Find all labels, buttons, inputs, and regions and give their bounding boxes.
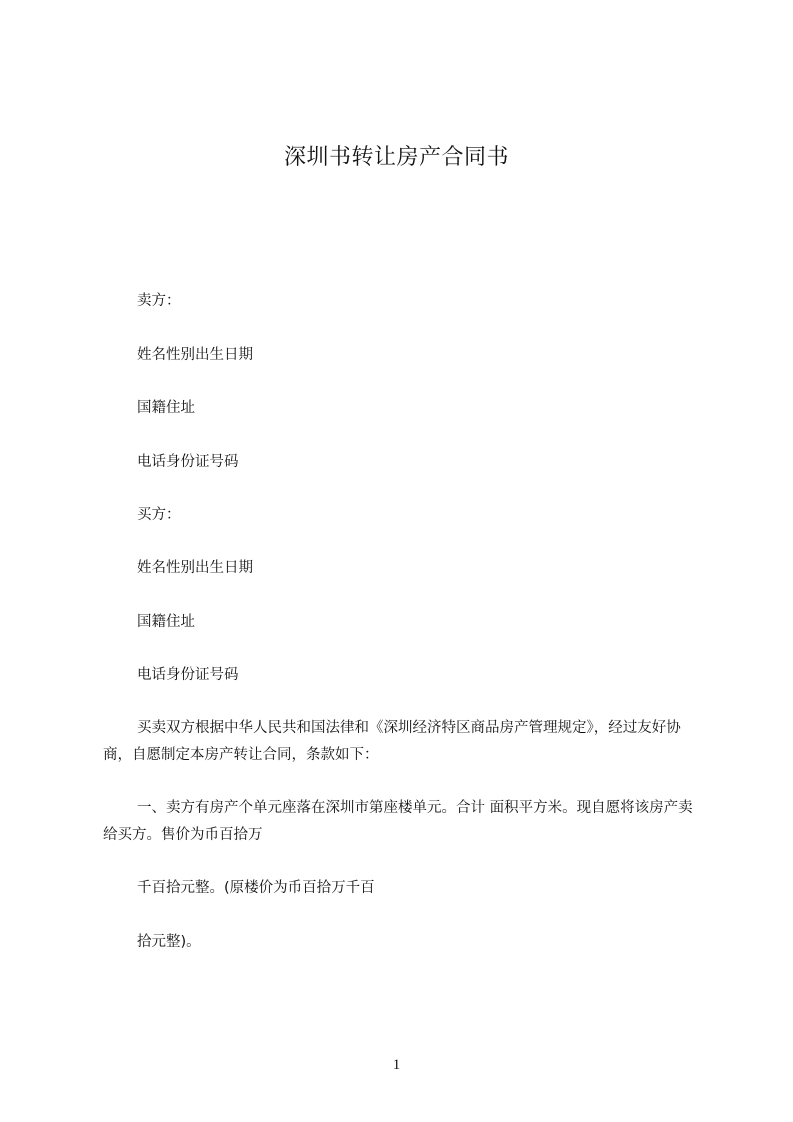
seller-contact-line: 电话身份证号码 bbox=[137, 454, 239, 470]
buyer-contact-line: 电话身份证号码 bbox=[137, 667, 239, 683]
clause-1-continuation-1: 千百拾元整。(原楼价为币百拾万千百 bbox=[137, 880, 375, 896]
seller-address-line: 国籍住址 bbox=[137, 400, 195, 416]
clause-1-continuation-2: 拾元整)。 bbox=[137, 934, 201, 950]
buyer-name-line: 姓名性别出生日期 bbox=[137, 560, 253, 576]
page-number: 1 bbox=[392, 1057, 401, 1073]
document-title: 深圳书转让房产合同书 bbox=[283, 145, 509, 170]
preamble-paragraph: 买卖双方根据中华人民共和国法律和《深圳经济特区商品房产管理规定》，经过友好协商，自愿制定本房产转让合同，条款如下： bbox=[103, 720, 681, 763]
clause-1-paragraph: 一、卖方有房产个单元座落在深圳市第座楼单元。合计 面积平方米。现自愿将该房产卖给买方。售价为币百拾万 bbox=[103, 800, 693, 843]
seller-name-line: 姓名性别出生日期 bbox=[137, 347, 253, 363]
seller-heading: 卖方： bbox=[137, 293, 181, 309]
buyer-address-line: 国籍住址 bbox=[137, 614, 195, 630]
buyer-heading: 买方： bbox=[137, 507, 181, 523]
